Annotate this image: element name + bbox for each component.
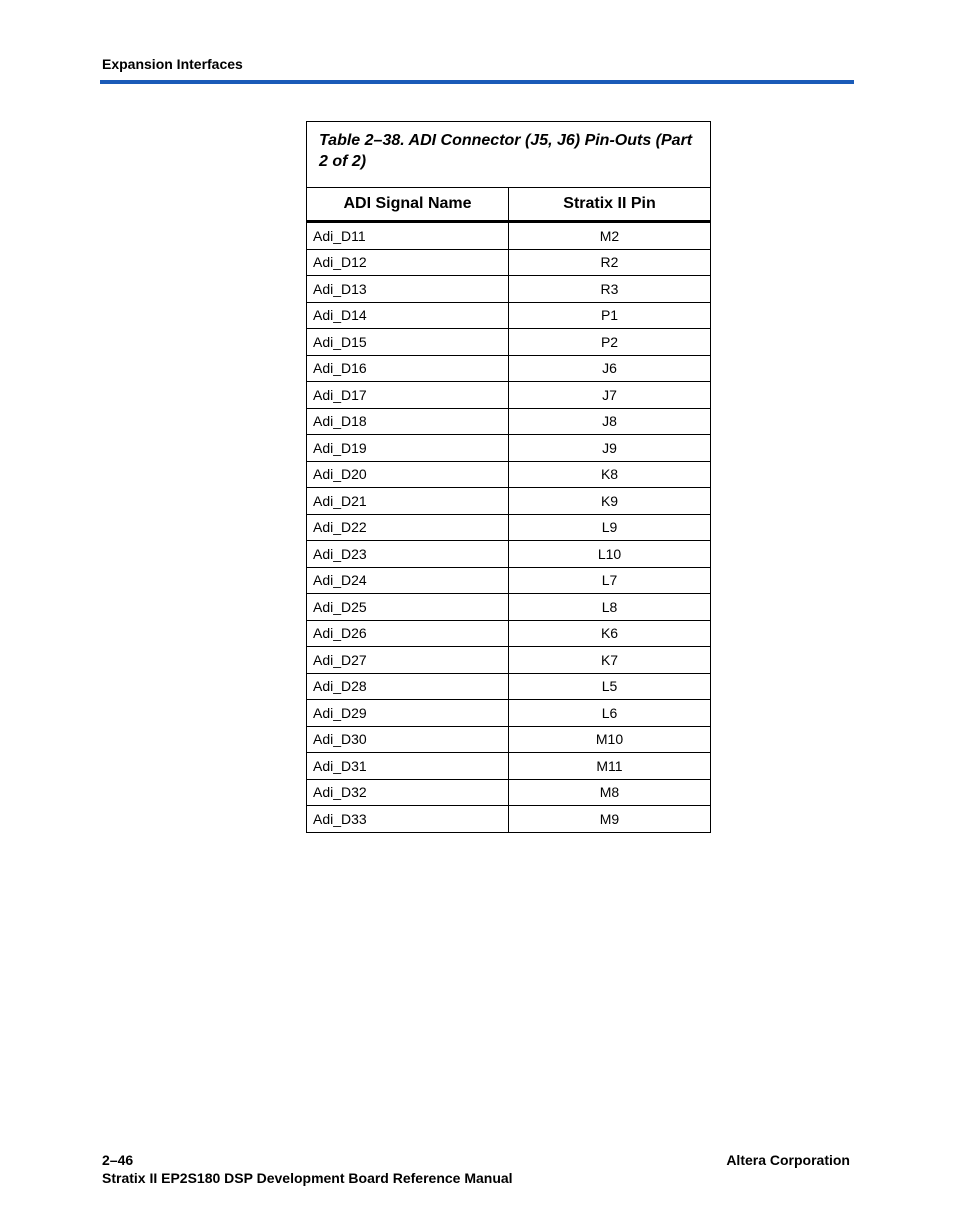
table-row (307, 276, 711, 303)
signal-name-cell: Adi_D28 (307, 673, 509, 700)
signal-name-cell: Adi_D20 (307, 461, 509, 488)
table-row (307, 488, 711, 515)
table-row (307, 382, 711, 409)
pin-cell: K7 (509, 647, 711, 674)
pin-cell: K9 (509, 488, 711, 515)
table-row (307, 408, 711, 435)
signal-name-cell: Adi_D33 (307, 806, 509, 833)
signal-name-cell: Adi_D21 (307, 488, 509, 515)
table-row (307, 753, 711, 780)
signal-name-cell: Adi_D23 (307, 541, 509, 568)
pin-cell: P2 (509, 329, 711, 356)
signal-name-cell: Adi_D18 (307, 408, 509, 435)
signal-name-cell: Adi_D22 (307, 514, 509, 541)
signal-name-cell: Adi_D25 (307, 594, 509, 621)
signal-name-cell: Adi_D19 (307, 435, 509, 462)
table-caption: Table 2–38. ADI Connector (J5, J6) Pin-Outs (Part 2 of 2) (307, 122, 711, 188)
table-row (307, 461, 711, 488)
pin-cell: M8 (509, 779, 711, 806)
pin-cell: M11 (509, 753, 711, 780)
signal-name-cell: Adi_D30 (307, 726, 509, 753)
footer-right (726, 1151, 850, 1169)
table-row (307, 302, 711, 329)
table-row (307, 726, 711, 753)
header-rule (100, 80, 854, 84)
signal-name-cell: Adi_D17 (307, 382, 509, 409)
signal-name-cell: Adi_D29 (307, 700, 509, 727)
table-row (307, 806, 711, 833)
table-row (307, 700, 711, 727)
pin-cell: L10 (509, 541, 711, 568)
signal-name-cell: Adi_D15 (307, 329, 509, 356)
table-row (307, 647, 711, 674)
column-header-signal: ADI Signal Name (307, 188, 509, 222)
signal-name-cell: Adi_D11 (307, 222, 509, 250)
column-header-pin: Stratix II Pin (509, 188, 711, 222)
pin-cell: M2 (509, 222, 711, 250)
pin-cell: M10 (509, 726, 711, 753)
table-row (307, 594, 711, 621)
pin-cell: M9 (509, 806, 711, 833)
signal-name-cell: Adi_D31 (307, 753, 509, 780)
pin-cell: L6 (509, 700, 711, 727)
table-row (307, 329, 711, 356)
table-row (307, 222, 711, 250)
table-row (307, 779, 711, 806)
signal-name-cell: Adi_D14 (307, 302, 509, 329)
table-row (307, 355, 711, 382)
pin-cell: L5 (509, 673, 711, 700)
table-row (307, 249, 711, 276)
signal-name-cell: Adi_D16 (307, 355, 509, 382)
pin-cell: J6 (509, 355, 711, 382)
signal-name-cell: Adi_D13 (307, 276, 509, 303)
table-row (307, 541, 711, 568)
signal-name-cell: Adi_D32 (307, 779, 509, 806)
page-number: 2–46 (102, 1152, 134, 1168)
pin-cell: R2 (509, 249, 711, 276)
section-title: Expansion Interfaces (102, 56, 243, 72)
pin-cell: L8 (509, 594, 711, 621)
manual-title: Stratix II EP2S180 DSP Development Board Reference Manual (102, 1170, 513, 1186)
pin-cell: K6 (509, 620, 711, 647)
table-row (307, 567, 711, 594)
table-row (307, 514, 711, 541)
table-body (307, 222, 711, 833)
pin-cell: P1 (509, 302, 711, 329)
pin-cell: J8 (509, 408, 711, 435)
signal-name-cell: Adi_D26 (307, 620, 509, 647)
pin-cell: R3 (509, 276, 711, 303)
pin-cell: K8 (509, 461, 711, 488)
table-row (307, 620, 711, 647)
signal-name-cell: Adi_D24 (307, 567, 509, 594)
footer-left (102, 1151, 513, 1187)
pin-cell: J9 (509, 435, 711, 462)
pin-cell: L7 (509, 567, 711, 594)
pinout-table (306, 121, 711, 833)
table-row (307, 673, 711, 700)
signal-name-cell: Adi_D12 (307, 249, 509, 276)
signal-name-cell: Adi_D27 (307, 647, 509, 674)
company-name: Altera Corporation (726, 1152, 850, 1168)
pin-cell: L9 (509, 514, 711, 541)
pin-cell: J7 (509, 382, 711, 409)
table-row (307, 435, 711, 462)
